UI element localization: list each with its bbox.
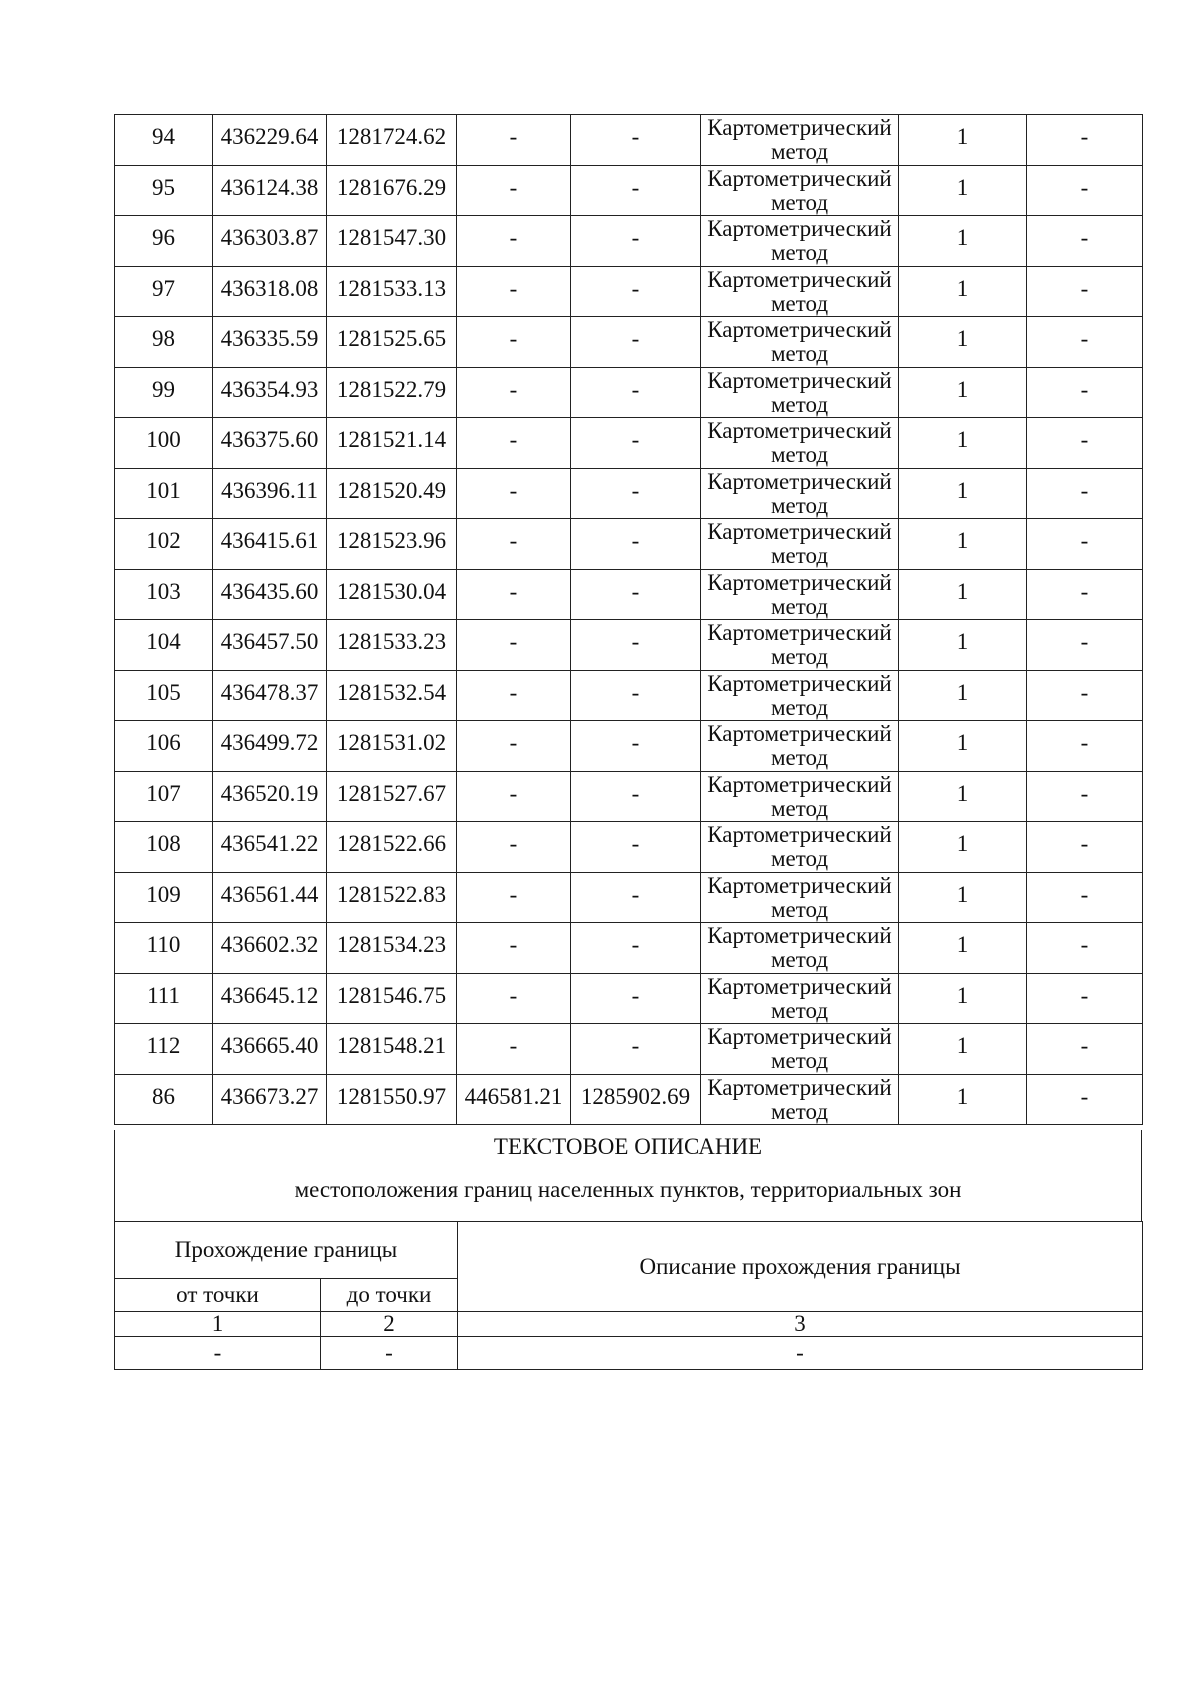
x2-coordinate-cell: - — [457, 165, 571, 216]
x-coordinate-cell: 436478.37 — [213, 670, 327, 721]
y-coordinate-cell: 1281522.66 — [327, 822, 457, 873]
header-to-point: до точки — [321, 1279, 458, 1312]
accuracy-cell: 1 — [899, 872, 1027, 923]
table-row — [115, 923, 1143, 974]
y-coordinate-cell: 1281531.02 — [327, 721, 457, 772]
y-coordinate-cell: 1281532.54 — [327, 670, 457, 721]
point-number-cell: 97 — [115, 266, 213, 317]
point-number-cell: 108 — [115, 822, 213, 873]
note-cell: - — [1027, 317, 1143, 368]
y2-coordinate-cell: - — [571, 216, 701, 267]
boundary-table — [114, 1221, 1143, 1370]
note-cell: - — [1027, 1024, 1143, 1075]
accuracy-cell: 1 — [899, 771, 1027, 822]
table-row — [115, 519, 1143, 570]
accuracy-cell: 1 — [899, 721, 1027, 772]
point-number-cell: 100 — [115, 418, 213, 469]
accuracy-cell: 1 — [899, 266, 1027, 317]
point-number-cell: 106 — [115, 721, 213, 772]
method-text: Картометрический — [707, 468, 892, 494]
table-row — [115, 468, 1143, 519]
y2-coordinate-cell: - — [571, 923, 701, 974]
method-text: Картометрический — [707, 367, 892, 393]
y2-coordinate-cell: - — [571, 317, 701, 368]
y2-coordinate-cell: - — [571, 872, 701, 923]
method-cell — [701, 468, 899, 519]
method-cell — [701, 670, 899, 721]
method-text: Картометрический — [707, 317, 892, 342]
table-row — [115, 1074, 1143, 1125]
method-text: метод — [770, 341, 829, 366]
point-number-cell: 105 — [115, 670, 213, 721]
x2-coordinate-cell: - — [457, 1024, 571, 1075]
x-coordinate-cell: 436318.08 — [213, 266, 327, 317]
column-number: 2 — [321, 1312, 458, 1337]
accuracy-cell: 1 — [899, 418, 1027, 469]
y2-coordinate-cell: - — [571, 721, 701, 772]
table-row — [115, 317, 1143, 368]
note-cell: - — [1027, 519, 1143, 570]
header-boundary-passage: Прохождение границы — [115, 1222, 458, 1279]
x-coordinate-cell: 436665.40 — [213, 1024, 327, 1075]
method-text: Картометрический — [707, 569, 892, 595]
x2-coordinate-cell: - — [457, 973, 571, 1024]
note-cell: - — [1027, 216, 1143, 267]
text-description-block — [114, 1130, 1142, 1221]
column-number: 3 — [458, 1312, 1143, 1337]
accuracy-cell: 1 — [899, 519, 1027, 570]
note-cell: - — [1027, 115, 1143, 166]
method-text: Картометрический — [707, 822, 892, 847]
method-cell — [701, 822, 899, 873]
table-row — [115, 115, 1143, 166]
x2-coordinate-cell: 446581.21 — [457, 1074, 571, 1125]
y-coordinate-cell: 1281522.79 — [327, 367, 457, 418]
method-text: Картометрический — [707, 519, 892, 544]
y2-coordinate-cell: - — [571, 266, 701, 317]
x-coordinate-cell: 436124.38 — [213, 165, 327, 216]
y2-coordinate-cell: - — [571, 973, 701, 1024]
method-text: Картометрический — [707, 216, 892, 241]
accuracy-cell: 1 — [899, 973, 1027, 1024]
point-number-cell: 109 — [115, 872, 213, 923]
accuracy-cell: 1 — [899, 1074, 1027, 1125]
method-cell — [701, 1024, 899, 1075]
point-number-cell: 86 — [115, 1074, 213, 1125]
y2-coordinate-cell: - — [571, 519, 701, 570]
method-cell — [701, 872, 899, 923]
method-text: метод — [770, 846, 829, 871]
accuracy-cell: 1 — [899, 620, 1027, 671]
x2-coordinate-cell: - — [457, 771, 571, 822]
accuracy-cell: 1 — [899, 317, 1027, 368]
method-text: Картометрический — [707, 266, 892, 292]
y-coordinate-cell: 1281548.21 — [327, 1024, 457, 1075]
method-text: метод — [770, 189, 829, 215]
method-text: Картометрический — [707, 721, 892, 746]
table-row — [115, 367, 1143, 418]
x2-coordinate-cell: - — [457, 519, 571, 570]
x2-coordinate-cell: - — [457, 670, 571, 721]
y-coordinate-cell: 1281527.67 — [327, 771, 457, 822]
y-coordinate-cell: 1281724.62 — [327, 115, 457, 166]
note-cell: - — [1027, 721, 1143, 772]
x2-coordinate-cell: - — [457, 620, 571, 671]
y2-coordinate-cell: - — [571, 620, 701, 671]
y2-coordinate-cell: - — [571, 468, 701, 519]
method-text: метод — [770, 694, 829, 720]
point-number-cell: 98 — [115, 317, 213, 368]
y2-coordinate-cell: - — [571, 1024, 701, 1075]
coordinates-table-body — [115, 115, 1143, 1125]
point-number-cell: 99 — [115, 367, 213, 418]
method-cell — [701, 317, 899, 368]
y-coordinate-cell: 1281547.30 — [327, 216, 457, 267]
method-text: Картометрический — [707, 165, 892, 191]
x-coordinate-cell: 436303.87 — [213, 216, 327, 267]
method-text: Картометрический — [707, 1074, 892, 1100]
method-cell — [701, 266, 899, 317]
x2-coordinate-cell: - — [457, 569, 571, 620]
accuracy-cell: 1 — [899, 216, 1027, 267]
accuracy-cell: 1 — [899, 367, 1027, 418]
y-coordinate-cell: 1281533.23 — [327, 620, 457, 671]
note-cell: - — [1027, 1074, 1143, 1125]
method-text: метод — [770, 290, 829, 316]
accuracy-cell: 1 — [899, 115, 1027, 166]
x2-coordinate-cell: - — [457, 822, 571, 873]
description-subtitle: местоположения границ населенных пунктов, территориальных зон — [294, 1177, 962, 1202]
x2-coordinate-cell: - — [457, 367, 571, 418]
method-text: Картометрический — [707, 771, 892, 797]
x2-coordinate-cell: - — [457, 872, 571, 923]
method-text: метод — [770, 997, 829, 1023]
accuracy-cell: 1 — [899, 1024, 1027, 1075]
y2-coordinate-cell: - — [571, 670, 701, 721]
y-coordinate-cell: 1281546.75 — [327, 973, 457, 1024]
x-coordinate-cell: 436229.64 — [213, 115, 327, 166]
table-row — [115, 1024, 1143, 1075]
method-text: метод — [770, 795, 829, 821]
method-text: Картометрический — [707, 418, 892, 443]
x-coordinate-cell: 436561.44 — [213, 872, 327, 923]
y-coordinate-cell: 1281550.97 — [327, 1074, 457, 1125]
method-text: метод — [770, 543, 829, 568]
method-text: Картометрический — [707, 620, 892, 645]
method-text: Картометрический — [707, 872, 892, 898]
table-row — [115, 418, 1143, 469]
method-text: метод — [770, 896, 829, 922]
y2-coordinate-cell: - — [571, 771, 701, 822]
point-number-cell: 107 — [115, 771, 213, 822]
method-cell — [701, 1074, 899, 1125]
method-cell — [701, 973, 899, 1024]
table-row — [115, 620, 1143, 671]
method-text: Картометрический — [707, 670, 892, 696]
table-row — [115, 872, 1143, 923]
x2-coordinate-cell: - — [457, 721, 571, 772]
x-coordinate-cell: 436645.12 — [213, 973, 327, 1024]
method-text: метод — [770, 1098, 829, 1124]
note-cell: - — [1027, 418, 1143, 469]
x-coordinate-cell: 436602.32 — [213, 923, 327, 974]
method-cell — [701, 923, 899, 974]
boundary-cell: - — [458, 1337, 1143, 1370]
method-cell — [701, 569, 899, 620]
y2-coordinate-cell: - — [571, 367, 701, 418]
note-cell: - — [1027, 569, 1143, 620]
y2-coordinate-cell: - — [571, 569, 701, 620]
x-coordinate-cell: 436354.93 — [213, 367, 327, 418]
method-text: метод — [770, 745, 829, 770]
table-row — [115, 771, 1143, 822]
table-row — [115, 822, 1143, 873]
note-cell: - — [1027, 620, 1143, 671]
method-text: метод — [770, 947, 829, 972]
y-coordinate-cell: 1281521.14 — [327, 418, 457, 469]
point-number-cell: 102 — [115, 519, 213, 570]
x2-coordinate-cell: - — [457, 923, 571, 974]
column-number: 1 — [115, 1312, 321, 1337]
x-coordinate-cell: 436457.50 — [213, 620, 327, 671]
y-coordinate-cell: 1281676.29 — [327, 165, 457, 216]
method-cell — [701, 721, 899, 772]
method-text: метод — [770, 644, 829, 669]
x-coordinate-cell: 436520.19 — [213, 771, 327, 822]
point-number-cell: 101 — [115, 468, 213, 519]
x-coordinate-cell: 436435.60 — [213, 569, 327, 620]
table-row — [115, 266, 1143, 317]
note-cell: - — [1027, 771, 1143, 822]
method-text: метод — [770, 139, 829, 164]
x2-coordinate-cell: - — [457, 216, 571, 267]
x2-coordinate-cell: - — [457, 418, 571, 469]
header-from-point: от точки — [115, 1279, 321, 1312]
method-text: Картометрический — [707, 115, 892, 140]
table-row — [115, 216, 1143, 267]
y2-coordinate-cell: - — [571, 115, 701, 166]
accuracy-cell: 1 — [899, 822, 1027, 873]
note-cell: - — [1027, 165, 1143, 216]
x-coordinate-cell: 436335.59 — [213, 317, 327, 368]
y-coordinate-cell: 1281533.13 — [327, 266, 457, 317]
method-text: метод — [770, 240, 829, 265]
x2-coordinate-cell: - — [457, 317, 571, 368]
x2-coordinate-cell: - — [457, 115, 571, 166]
table-row — [115, 670, 1143, 721]
y2-coordinate-cell: 1285902.69 — [571, 1074, 701, 1125]
note-cell: - — [1027, 973, 1143, 1024]
accuracy-cell: 1 — [899, 165, 1027, 216]
table-row — [115, 721, 1143, 772]
method-cell — [701, 418, 899, 469]
description-title: ТЕКСТОВОЕ ОПИСАНИЕ — [493, 1134, 763, 1159]
note-cell: - — [1027, 923, 1143, 974]
table-row — [115, 569, 1143, 620]
x2-coordinate-cell: - — [457, 266, 571, 317]
note-cell: - — [1027, 266, 1143, 317]
accuracy-cell: 1 — [899, 923, 1027, 974]
x2-coordinate-cell: - — [457, 468, 571, 519]
x-coordinate-cell: 436673.27 — [213, 1074, 327, 1125]
boundary-cell: - — [115, 1337, 321, 1370]
method-cell — [701, 367, 899, 418]
point-number-cell: 94 — [115, 115, 213, 166]
y-coordinate-cell: 1281530.04 — [327, 569, 457, 620]
accuracy-cell: 1 — [899, 569, 1027, 620]
method-cell — [701, 216, 899, 267]
method-text: метод — [770, 391, 829, 417]
note-cell: - — [1027, 670, 1143, 721]
note-cell: - — [1027, 822, 1143, 873]
method-cell — [701, 620, 899, 671]
point-number-cell: 112 — [115, 1024, 213, 1075]
method-text: Картометрический — [707, 923, 892, 948]
header-boundary-description: Описание прохождения границы — [458, 1222, 1143, 1312]
table-row — [115, 973, 1143, 1024]
x-coordinate-cell: 436415.61 — [213, 519, 327, 570]
y-coordinate-cell: 1281520.49 — [327, 468, 457, 519]
accuracy-cell: 1 — [899, 670, 1027, 721]
method-text: метод — [770, 492, 829, 518]
point-number-cell: 95 — [115, 165, 213, 216]
boundary-cell: - — [321, 1337, 458, 1370]
x-coordinate-cell: 436541.22 — [213, 822, 327, 873]
coordinates-table — [114, 114, 1143, 1125]
note-cell: - — [1027, 367, 1143, 418]
x-coordinate-cell: 436499.72 — [213, 721, 327, 772]
method-cell — [701, 165, 899, 216]
accuracy-cell: 1 — [899, 468, 1027, 519]
y2-coordinate-cell: - — [571, 822, 701, 873]
note-cell: - — [1027, 468, 1143, 519]
point-number-cell: 110 — [115, 923, 213, 974]
x-coordinate-cell: 436375.60 — [213, 418, 327, 469]
y-coordinate-cell: 1281523.96 — [327, 519, 457, 570]
y-coordinate-cell: 1281525.65 — [327, 317, 457, 368]
method-text: метод — [770, 593, 829, 619]
y2-coordinate-cell: - — [571, 165, 701, 216]
x-coordinate-cell: 436396.11 — [213, 468, 327, 519]
point-number-cell: 103 — [115, 569, 213, 620]
y2-coordinate-cell: - — [571, 418, 701, 469]
method-text: Картометрический — [707, 973, 892, 999]
method-text: метод — [770, 1048, 829, 1073]
point-number-cell: 96 — [115, 216, 213, 267]
note-cell: - — [1027, 872, 1143, 923]
point-number-cell: 111 — [115, 973, 213, 1024]
y-coordinate-cell: 1281522.83 — [327, 872, 457, 923]
method-cell — [701, 519, 899, 570]
y-coordinate-cell: 1281534.23 — [327, 923, 457, 974]
method-text: метод — [770, 442, 829, 467]
table-row — [115, 165, 1143, 216]
method-text: Картометрический — [707, 1024, 892, 1049]
point-number-cell: 104 — [115, 620, 213, 671]
method-cell — [701, 115, 899, 166]
method-cell — [701, 771, 899, 822]
